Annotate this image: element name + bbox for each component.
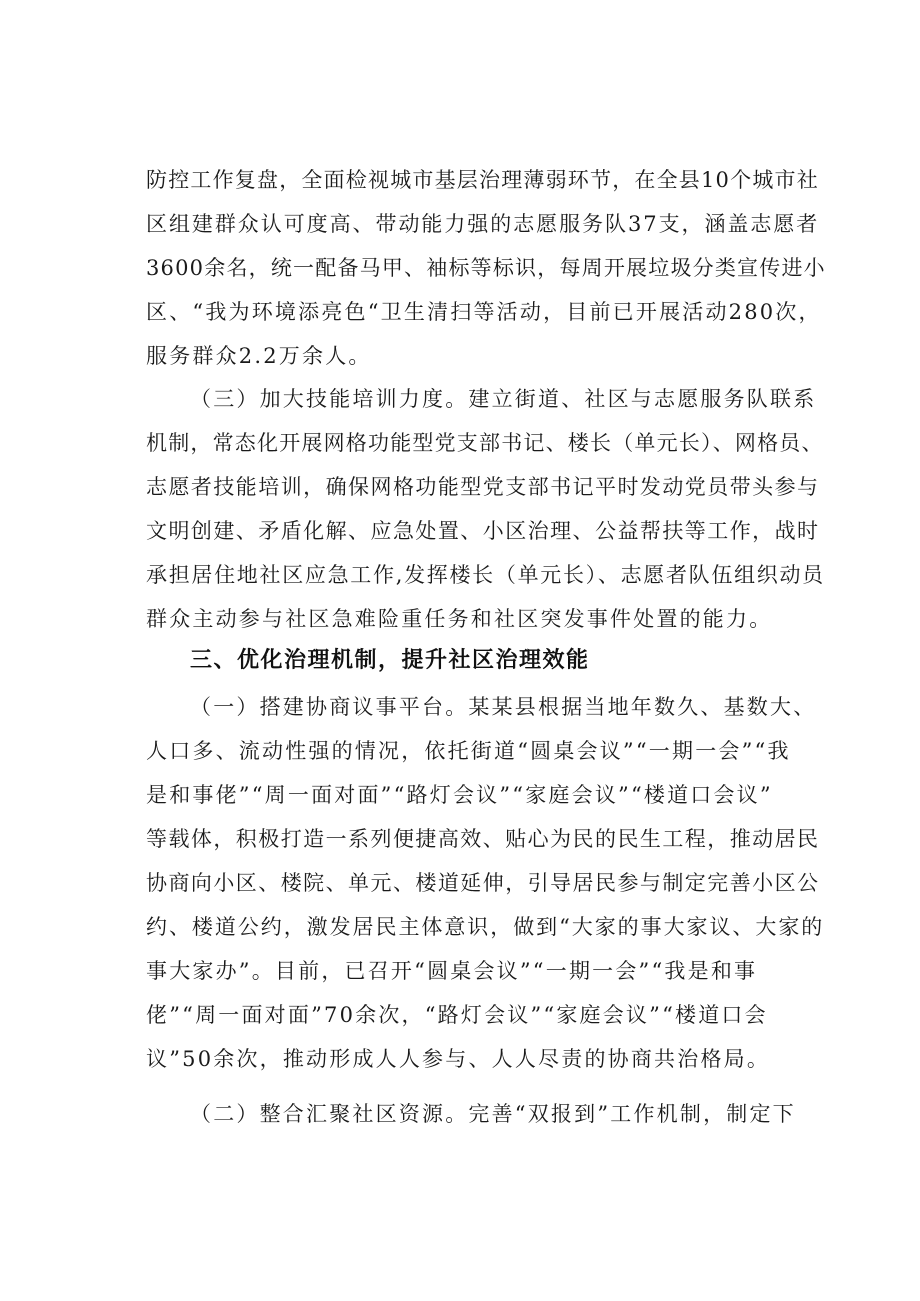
text-line: 防控工作复盘，全面检视城市基层治理薄弱环节，在全县10个城市社 bbox=[146, 168, 819, 192]
text-line: 文明创建、矛盾化解、应急处置、小区治理、公益帮扶等工作，战时 bbox=[146, 519, 820, 543]
section-heading: 三、优化治理机制，提升社区治理效能 bbox=[190, 648, 590, 673]
text-line: 服务群众2.2万余人。 bbox=[146, 344, 372, 368]
text-line: 承担居住地社区应急工作,发挥楼长（单元长）、志愿者队伍组织动员 bbox=[146, 563, 825, 587]
text-line: 是和事佬”“周一面对面”“路灯会议”“家庭会议”“楼道口会议” bbox=[146, 783, 773, 807]
text-line: 等载体，积极打造一系列便捷高效、贴心为民的民生工程，推动居民 bbox=[146, 827, 820, 851]
text-line: 约、楼道公约，激发居民主体意识，做到“大家的事大家议、大家的 bbox=[146, 915, 825, 939]
text-line: 区、“我为环境添亮色“卫生清扫等活动，目前已开展活动280次， bbox=[146, 300, 822, 324]
text-line: 志愿者技能培训，确保网格功能型党支部书记平时发动党员带头参与 bbox=[146, 475, 820, 499]
text-line: 协商向小区、楼院、单元、楼道延伸，引导居民参与制定完善小区公 bbox=[146, 871, 820, 895]
text-line: 佬”“周一面对面”70余次，“路灯会议”“家庭会议”“楼道口会 bbox=[146, 1003, 768, 1027]
text-line: 群众主动参与社区急难险重任务和社区突发事件处置的能力。 bbox=[146, 607, 773, 631]
text-line: （三）加大技能培训力度。建立街道、社区与志愿服务队联系 bbox=[190, 387, 817, 411]
text-line: 事大家办”。目前，已召开“圆桌会议”“一期一会”“我是和事 bbox=[146, 959, 758, 983]
text-line: 机制，常态化开展网格功能型党支部书记、楼长（单元长）、网格员、 bbox=[146, 431, 824, 455]
text-line: 3600余名，统一配备马甲、袖标等标识，每周开展垃圾分类宣传进小 bbox=[146, 256, 826, 280]
text-line: 人口多、流动性强的情况，依托街道“圆桌会议”“一期一会”“我 bbox=[146, 739, 791, 763]
text-line: （二）整合汇聚社区资源。完善“双报到”工作机制，制定下 bbox=[190, 1102, 796, 1126]
text-line: 区组建群众认可度高、带动能力强的志愿服务队37支，涵盖志愿者 bbox=[146, 212, 820, 236]
text-line: （一）搭建协商议事平台。某某县根据当地年数久、基数大、 bbox=[190, 695, 817, 719]
text-line: 议”50余次，推动形成人人参与、人人尽责的协商共治格局。 bbox=[146, 1047, 771, 1071]
